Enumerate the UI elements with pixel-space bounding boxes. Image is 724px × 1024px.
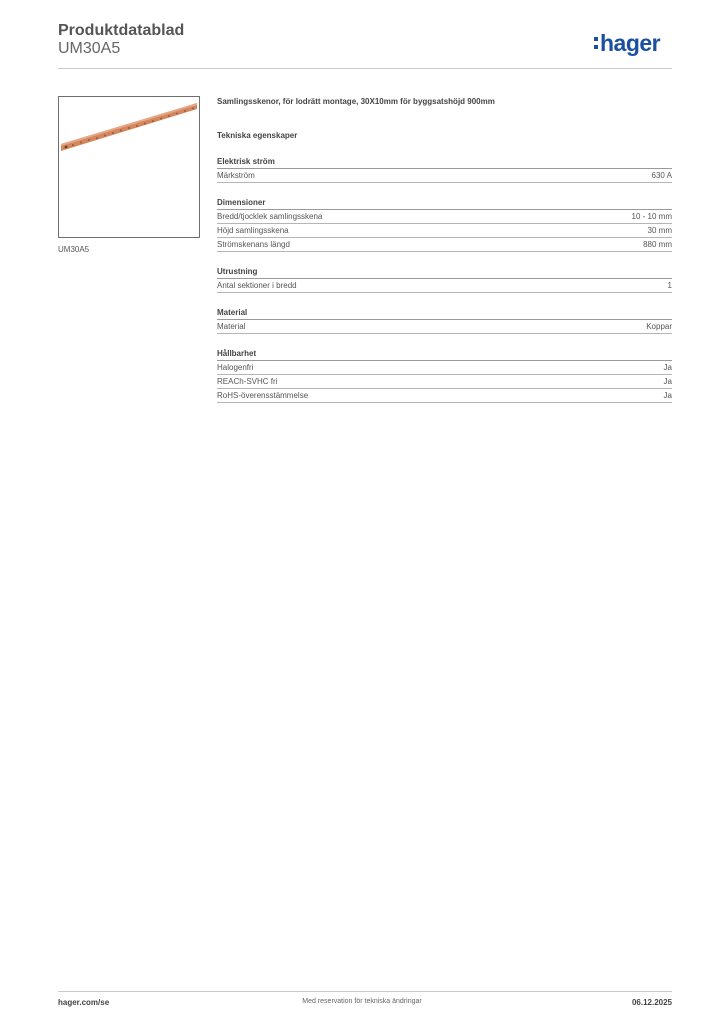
row-value: Ja bbox=[663, 363, 672, 372]
page-title: Produktdatablad bbox=[58, 22, 185, 39]
row-value: Ja bbox=[663, 377, 672, 386]
tech-properties-heading: Tekniska egenskaper bbox=[217, 131, 298, 140]
svg-text:hager: hager bbox=[600, 30, 661, 56]
section-title: Dimensioner bbox=[217, 197, 672, 210]
section-equipment bbox=[217, 266, 672, 293]
row-value: 1 bbox=[667, 281, 672, 290]
row-label: Märkström bbox=[217, 171, 255, 180]
hager-logo bbox=[594, 30, 674, 56]
row-label: RoHS-överensstämmelse bbox=[217, 391, 309, 400]
section-title: Utrustning bbox=[217, 266, 672, 279]
image-caption: UM30A5 bbox=[58, 245, 90, 254]
row-label: Bredd/tjocklek samlingsskena bbox=[217, 212, 323, 221]
section-sustainability bbox=[217, 348, 672, 403]
table-row bbox=[217, 320, 672, 334]
footer-date: 06.12.2025 bbox=[631, 998, 672, 1007]
section-title: Material bbox=[217, 307, 672, 320]
row-label: Material bbox=[217, 322, 246, 331]
section-title: Elektrisk ström bbox=[217, 156, 672, 169]
row-label: Halogenfri bbox=[217, 363, 254, 372]
table-row bbox=[217, 361, 672, 375]
section-title: Hållbarhet bbox=[217, 348, 672, 361]
product-image-frame bbox=[58, 96, 200, 238]
table-row bbox=[217, 375, 672, 389]
row-label: Antal sektioner i bredd bbox=[217, 281, 297, 290]
row-value: 10 - 10 mm bbox=[631, 212, 672, 221]
row-label: REACh-SVHC fri bbox=[217, 377, 278, 386]
product-description: Samlingsskenor, för lodrätt montage, 30X10mm för byggsatshöjd 900mm bbox=[217, 97, 495, 106]
row-label: Höjd samlingsskena bbox=[217, 226, 289, 235]
row-value: Koppar bbox=[646, 322, 672, 331]
row-value: 630 A bbox=[651, 171, 672, 180]
footer-disclaimer: Med reservation för tekniska ändringar bbox=[302, 998, 422, 1005]
table-row bbox=[217, 224, 672, 238]
row-value: Ja bbox=[663, 391, 672, 400]
row-value: 30 mm bbox=[647, 226, 672, 235]
product-details bbox=[217, 96, 672, 403]
section-electrical bbox=[217, 156, 672, 183]
busbar-image bbox=[59, 97, 199, 237]
row-label: Strömskenans längd bbox=[217, 240, 290, 249]
table-row bbox=[217, 389, 672, 403]
table-row bbox=[217, 238, 672, 252]
row-value: 880 mm bbox=[643, 240, 672, 249]
table-row bbox=[217, 210, 672, 224]
product-code: UM30A5 bbox=[58, 40, 121, 57]
section-dimensions bbox=[217, 197, 672, 252]
footer-divider bbox=[58, 991, 672, 992]
table-row bbox=[217, 169, 672, 183]
footer-website-link[interactable]: hager.com/se bbox=[58, 998, 110, 1007]
header-divider bbox=[58, 68, 672, 69]
table-row bbox=[217, 279, 672, 293]
section-material bbox=[217, 307, 672, 334]
